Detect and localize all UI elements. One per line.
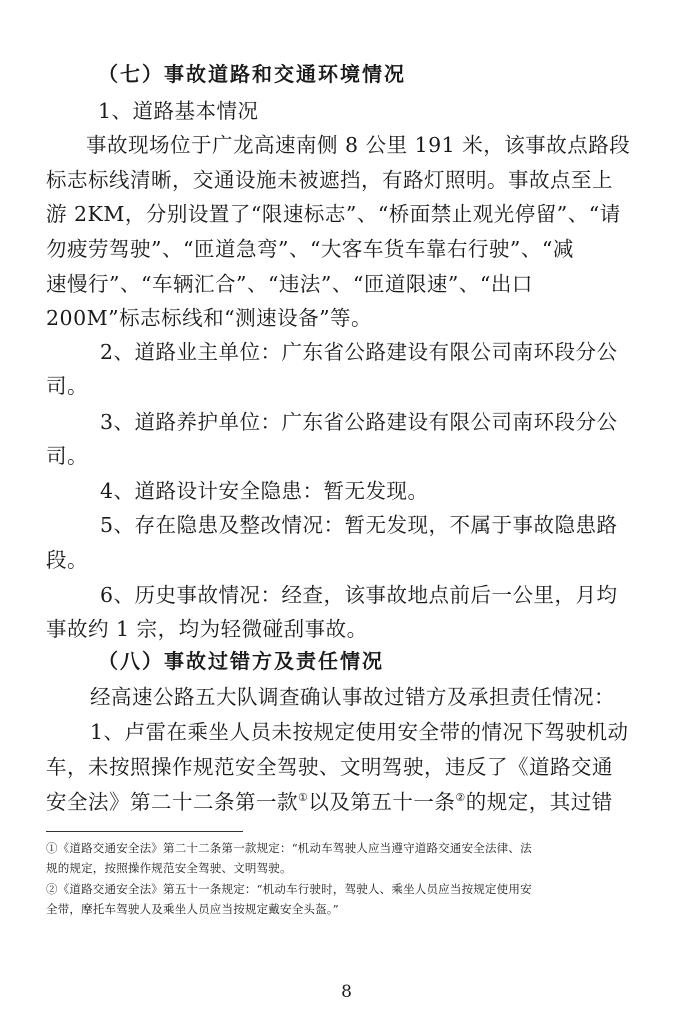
item-3-line: 司。: [46, 444, 88, 468]
footnote-line: 全带，摩托车驾驶人及乘坐人员应当按规定戴安全头盔。”: [46, 902, 339, 916]
paragraph-line: 勿疲劳驾驶”、“匝道急弯”、“大客车货车靠右行驶”、“减: [46, 237, 574, 261]
item-5-line: 段。: [46, 548, 88, 572]
footnote-line: ①《道路交通安全法》第二十二条第一款规定：“机动车驾驶人应当遵守道路交通安全法律、法: [46, 841, 532, 855]
item-2-line: 司。: [46, 374, 88, 398]
paragraph-text: 的规定，其过错: [465, 790, 613, 814]
footnote-line: ②《道路交通安全法》第五十一条规定：“机动车行驶时，驾驶人、乘坐人员应当按规定使用安: [46, 882, 532, 896]
item-2-line: 2、道路业主单位：广东省公路建设有限公司南环段分公: [100, 340, 618, 364]
paragraph-line: 200M”标志标线和“测速设备”等。: [46, 306, 373, 330]
item-5-line: 5、存在隐患及整改情况：暂无发现，不属于事故隐患路: [100, 513, 618, 537]
item-4-line: 4、道路设计安全隐患：暂无发现。: [100, 479, 429, 503]
law-reference-text: 以及第五十一条: [308, 790, 456, 814]
item-3-line: 3、道路养护单位：广东省公路建设有限公司南环段分公: [100, 410, 618, 434]
law-reference-text: 安全法》第二十二条第一款: [46, 790, 298, 814]
section-7-heading: （七）事故道路和交通环境情况: [98, 62, 406, 86]
paragraph-line: 1、卢雷在乘坐人员未按规定使用安全带的情况下驾驶机动: [90, 720, 629, 744]
paragraph-line: 速慢行”、“车辆汇合”、“违法”、“匝道限速”、“出口: [46, 272, 533, 296]
paragraph-line: 游 2KM，分别设置了“限速标志”、“桥面禁止观光停留”、“请: [46, 202, 621, 226]
footnote-ref-1: ①: [298, 791, 309, 805]
paragraph-line: 标志标线清晰，交通设施未被遮挡，有路灯照明。事故点至上: [46, 168, 613, 192]
footnote-divider: [46, 831, 243, 832]
footnote-line: 规的规定，按照操作规范安全驾驶、文明驾驶。: [46, 861, 292, 875]
section-8-intro: 经高速公路五大队调查确认事故过错方及承担责任情况：: [90, 685, 615, 709]
paragraph-line: 车，未按照操作规范安全驾驶、文明驾驶，违反了《道路交通: [46, 755, 613, 779]
item-6-line: 事故约 1 宗，均为轻微碰刮事故。: [46, 617, 368, 641]
paragraph-line: [46, 785, 613, 815]
item-6-line: 6、历史事故情况：经查，该事故地点前后一公里，月均: [100, 583, 618, 607]
paragraph-line: 事故现场位于广龙高速南侧 8 公里 191 米，该事故点路段: [86, 133, 631, 157]
item-1-title: 1、道路基本情况: [98, 99, 259, 123]
page-number: 8: [341, 982, 352, 1002]
section-8-heading: （八）事故过错方及责任情况: [98, 649, 384, 673]
footnote-ref-2: ②: [455, 791, 466, 805]
